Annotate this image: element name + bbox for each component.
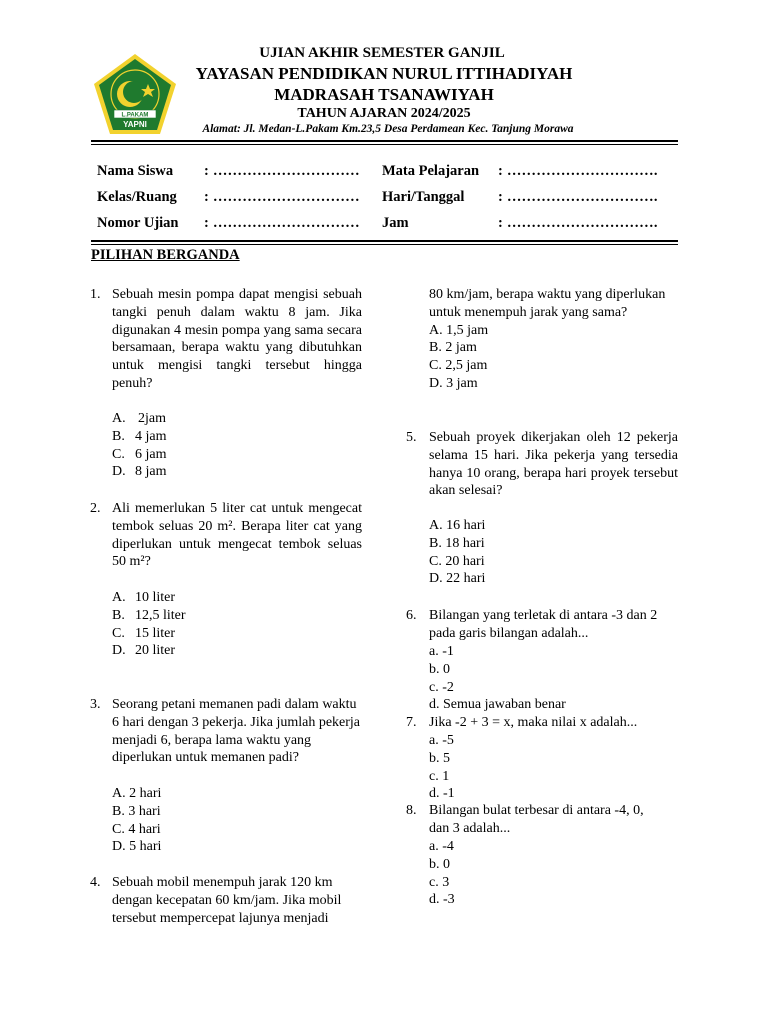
option-a[interactable]: a. -4: [429, 839, 454, 854]
question-number: 2.: [90, 501, 101, 516]
option-a[interactable]: A. 16 hari: [429, 518, 486, 533]
question-4-continuation: [429, 286, 679, 393]
question-5: [406, 429, 678, 594]
logo-banner-text: L.PAKAM: [121, 112, 149, 119]
options-list: [429, 643, 566, 714]
options-list: [429, 838, 455, 909]
question-number: 1.: [90, 287, 101, 302]
option-d[interactable]: D. 8 jam: [112, 464, 167, 480]
option-a[interactable]: A. 2jam: [112, 411, 166, 426]
option-b[interactable]: b. 0: [429, 856, 450, 872]
question-number: 3.: [90, 697, 101, 712]
option-a[interactable]: A. 2 hari: [112, 786, 162, 801]
identity-rule-thick: [91, 240, 678, 242]
jam-field[interactable]: : ………………………….: [498, 215, 658, 231]
option-b[interactable]: B. 4 jam: [112, 428, 167, 444]
options-list: [429, 322, 679, 393]
question-text: Sebuah mobil menempuh jarak 120 km dengan kecepatan 60 km/jam. Jika mobil tersebut mempercepat lajunya menjadi: [112, 875, 342, 926]
header-rule-thick: [91, 140, 678, 142]
hari-tanggal-label: Hari/Tanggal: [382, 189, 465, 205]
options-list: [112, 410, 167, 481]
option-c[interactable]: C. 2,5 jam: [429, 358, 488, 374]
option-d[interactable]: D. 3 jam: [429, 375, 478, 391]
hari-tanggal-field[interactable]: : ………………………….: [498, 189, 658, 205]
mata-pelajaran-label: Mata Pelajaran: [382, 163, 480, 179]
question-text: Seorang petani memanen padi dalam waktu 6 hari dengan 3 pekerja. Jika jumlah pekerja menjadi 6, berapa lama waktu yang diperlukan untuk memanen padi?: [112, 697, 361, 766]
option-a[interactable]: A. 1,5 jam: [429, 322, 489, 338]
kelas-ruang-field[interactable]: : …………………………: [204, 189, 360, 205]
option-a[interactable]: A. 10 liter: [112, 590, 176, 605]
logo-text: YAPNI: [123, 120, 147, 129]
foundation-name: YAYASAN PENDIDIKAN NURUL ITTIHADIYAH: [195, 64, 573, 83]
exam-title: UJIAN AKHIR SEMESTER GANJIL: [259, 45, 505, 61]
options-list: [429, 517, 485, 588]
option-c[interactable]: C. 6 jam: [112, 446, 167, 462]
option-c[interactable]: C. 15 liter: [112, 625, 176, 641]
question-text: Jika -2 + 3 = x, maka nilai x adalah...: [429, 715, 638, 730]
kelas-ruang-label: Kelas/Ruang: [97, 189, 177, 205]
option-d[interactable]: D. 22 hari: [429, 571, 486, 587]
option-c[interactable]: c. 1: [429, 768, 450, 784]
option-c[interactable]: C. 20 hari: [429, 553, 485, 569]
option-d[interactable]: D. 5 hari: [112, 839, 162, 855]
question-text: Ali memerlukan 5 liter cat untuk mengecat tembok seluas 20 m². Berapa liter cat yang diperlukan untuk mengecat tembok seluas 50 m²?: [112, 501, 362, 570]
question-text: Sebuah mesin pompa dapat mengisi sebuah tangki penuh dalam waktu 8 jam. Jika digunakan 4 mesin pompa yang sama secara bersamaan, berapa waktu yang dibutuhkan untuk mengisi tangki tersebut hingga penuh?: [112, 287, 362, 391]
school-address: Alamat: Jl. Medan-L.Pakam Km.23,5 Desa Perdamean Kec. Tanjung Morawa: [202, 123, 574, 135]
question-8: [406, 802, 678, 912]
option-b[interactable]: B. 3 hari: [112, 803, 161, 819]
question-number: 4.: [90, 875, 101, 890]
question-1: [90, 286, 362, 486]
options-list: [112, 589, 186, 660]
option-a[interactable]: a. -5: [429, 733, 454, 748]
jam-label: Jam: [382, 215, 409, 231]
question-6: [406, 607, 678, 717]
question-number: 5.: [406, 430, 417, 445]
options-list: [112, 785, 161, 856]
option-b[interactable]: b. 5: [429, 750, 450, 766]
question-number: 8.: [406, 803, 417, 818]
question-text: Bilangan yang terletak di antara -3 dan 2 pada garis bilangan adalah...: [429, 608, 658, 641]
option-d[interactable]: d. -1: [429, 786, 455, 802]
question-number: 7.: [406, 715, 417, 730]
header-rule-thin: [91, 144, 678, 145]
question-4: [90, 874, 362, 934]
school-year: TAHUN AJARAN 2024/2025: [297, 106, 471, 121]
option-b[interactable]: B. 18 hari: [429, 535, 485, 551]
question-7: [406, 714, 678, 804]
option-b[interactable]: B. 2 jam: [429, 340, 477, 356]
school-name: MADRASAH TSANAWIYAH: [274, 85, 494, 104]
option-d[interactable]: D. 20 liter: [112, 643, 176, 659]
question-2: [90, 500, 362, 665]
question-text: Sebuah proyek dikerjakan oleh 12 pekerja selama 15 hari. Jika pekerja yang tersedia hanya 10 orang, berapa hari proyek tersebut akan selesai?: [429, 430, 678, 499]
question-3: [90, 696, 362, 861]
option-b[interactable]: B. 12,5 liter: [112, 607, 186, 623]
nomor-ujian-label: Nomor Ujian: [97, 215, 179, 231]
mata-pelajaran-field[interactable]: : ………………………….: [498, 163, 658, 179]
question-number: 6.: [406, 608, 417, 623]
question-text: Bilangan bulat terbesar di antara -4, 0, dan 3 adalah...: [429, 803, 644, 836]
nomor-ujian-field[interactable]: : …………………………: [204, 215, 360, 231]
option-c[interactable]: C. 4 hari: [112, 821, 161, 837]
option-c[interactable]: c. -2: [429, 679, 454, 695]
options-list: [429, 732, 455, 803]
option-c[interactable]: c. 3: [429, 874, 450, 890]
nama-siswa-label: Nama Siswa: [97, 163, 174, 179]
option-a[interactable]: a. -1: [429, 644, 454, 659]
nama-siswa-field[interactable]: : …………………………: [204, 163, 360, 179]
option-d[interactable]: d. Semua jawaban benar: [429, 697, 566, 713]
option-d[interactable]: d. -3: [429, 892, 455, 908]
section-title: PILIHAN BERGANDA: [91, 247, 240, 263]
identity-rule-thin: [91, 244, 678, 245]
question-text-continued: 80 km/jam, berapa waktu yang diperlukan untuk menempuh jarak yang sama?: [429, 287, 666, 320]
option-b[interactable]: b. 0: [429, 661, 450, 677]
